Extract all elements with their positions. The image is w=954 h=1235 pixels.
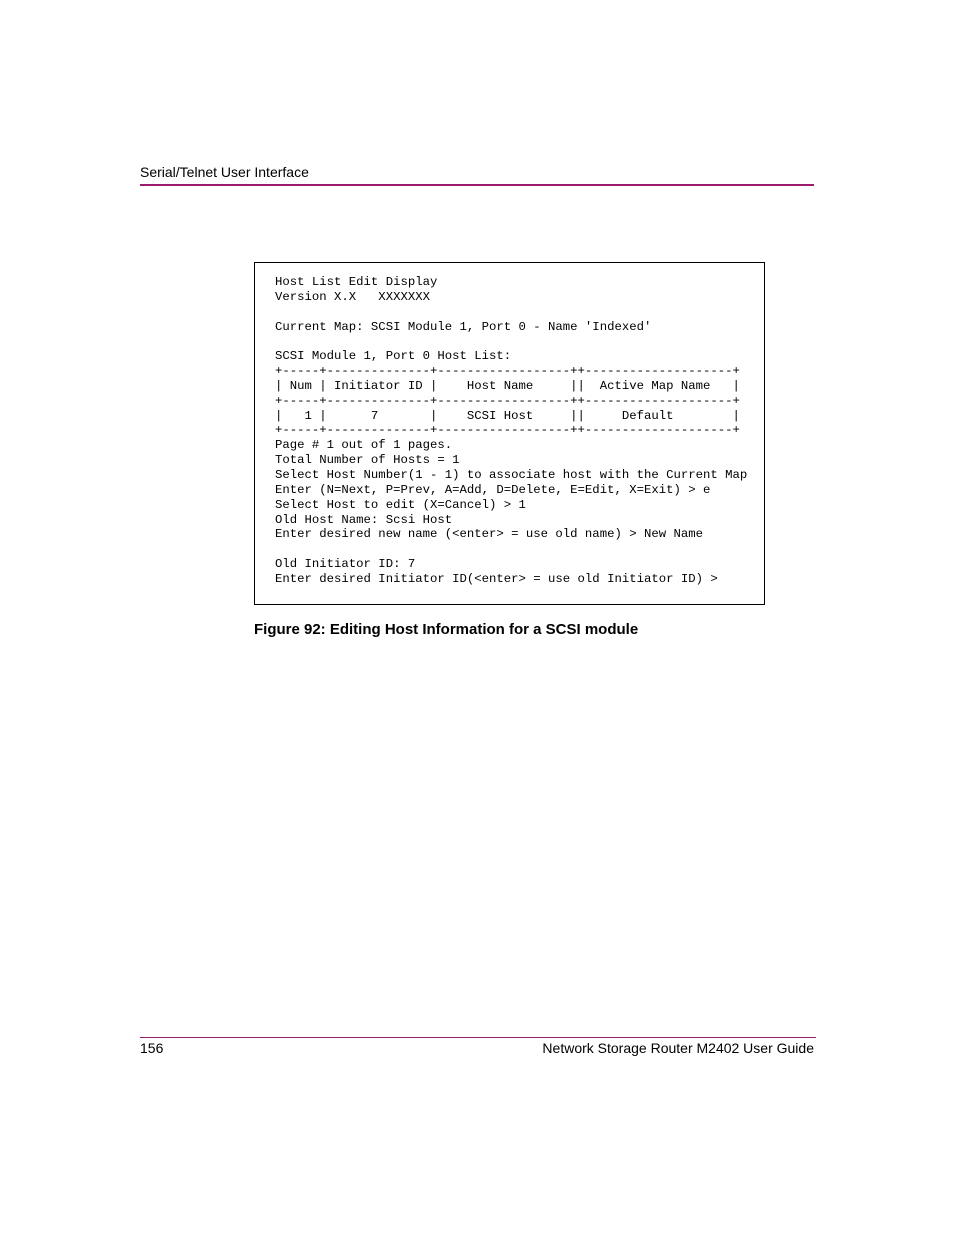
terminal-line: +-----+--------------+------------------++--------------------+	[275, 423, 740, 438]
terminal-line: Enter (N=Next, P=Prev, A=Add, D=Delete, E=Edit, X=Exit) > e	[275, 482, 711, 497]
terminal-line: Current Map: SCSI Module 1, Port 0 - Name 'Indexed'	[275, 319, 652, 334]
terminal-line: Old Host Name: Scsi Host	[275, 512, 453, 527]
terminal-line: +-----+--------------+------------------++--------------------+	[275, 364, 740, 379]
terminal-line: Page # 1 out of 1 pages.	[275, 438, 453, 453]
terminal-line: Select Host Number(1 - 1) to associate host with the Current Map	[275, 467, 748, 482]
terminal-line: Host List Edit Display	[275, 275, 438, 289]
terminal-screen-figure	[254, 262, 765, 605]
terminal-output	[275, 275, 747, 587]
running-header: Serial/Telnet User Interface	[140, 164, 309, 180]
terminal-line: Old Initiator ID: 7	[275, 557, 416, 572]
document-title: Network Storage Router M2402 User Guide	[542, 1040, 814, 1056]
terminal-line: Enter desired Initiator ID(<enter> = use old Initiator ID) >	[275, 571, 718, 586]
page-number: 156	[140, 1040, 164, 1056]
terminal-line: Version X.X XXXXXXX	[275, 289, 430, 304]
terminal-line: Total Number of Hosts = 1	[275, 453, 460, 468]
terminal-line: | 1 | 7 | SCSI Host || Default |	[275, 408, 740, 423]
terminal-line: SCSI Module 1, Port 0 Host List:	[275, 349, 512, 364]
terminal-line: Enter desired new name (<enter> = use old name) > New Name	[275, 527, 704, 542]
terminal-line: +-----+--------------+------------------++--------------------+	[275, 393, 740, 408]
header-rule	[140, 184, 814, 186]
terminal-line: | Num | Initiator ID | Host Name || Active Map Name |	[275, 378, 740, 393]
figure-caption: Figure 92: Editing Host Information for a SCSI module	[254, 621, 639, 638]
footer-rule	[140, 1037, 816, 1038]
terminal-line: Select Host to edit (X=Cancel) > 1	[275, 497, 526, 512]
